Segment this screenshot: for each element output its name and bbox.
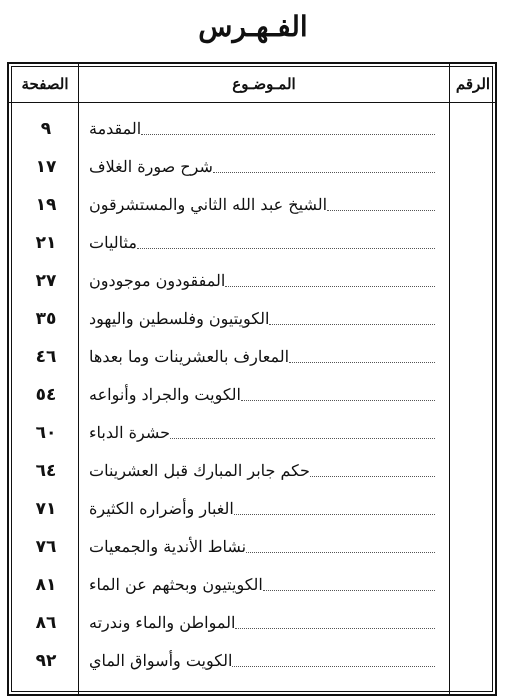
dot-leader [232,666,435,667]
topic-cell [89,306,441,332]
topic-text: المفقودون موجودون [89,271,226,290]
table-row [9,648,495,674]
dot-leader [137,248,435,249]
dot-leader [269,324,435,325]
table-row [9,496,495,522]
dot-leader [263,590,435,591]
table-row [9,306,495,332]
topic-text: الكويت وأسواق الماي [89,651,233,670]
table-row [9,458,495,484]
dot-leader [289,362,435,363]
page-number: ٩ [40,119,52,139]
topic-cell [89,268,441,294]
page-number: ٩٢ [35,651,57,671]
dot-leader [310,476,435,477]
topic-text: الكويتيون وفلسطين واليهود [89,309,270,328]
header-divider [9,102,495,103]
topic-text: المعارف بالعشرينات وما بعدها [89,347,290,366]
topic-text: الكويتيون وبحثهم عن الماء [89,575,263,594]
page-number: ٨٦ [35,613,57,633]
dot-leader [327,210,435,211]
page-number: ٧٦ [35,537,57,557]
topic-cell [89,648,441,674]
topic-text: نشاط الأندية والجمعيات [89,537,247,556]
page-title: الفـهـرس [198,10,308,43]
page-number: ٢٧ [35,271,57,291]
page-number: ١٩ [35,195,57,215]
header-page: الصفحة [21,75,69,93]
index-table [7,62,497,696]
topic-cell [89,610,441,636]
topic-cell [89,572,441,598]
page-number: ٢١ [35,233,57,253]
page-number: ٣٥ [35,309,57,329]
dot-leader [246,552,435,553]
page-number: ٤٦ [35,347,57,367]
topic-cell [89,192,441,218]
topic-cell [89,154,441,180]
topic-text: المقدمة [89,119,142,138]
dot-leader [235,628,435,629]
table-row [9,268,495,294]
table-row [9,154,495,180]
table-row [9,382,495,408]
dot-leader [213,172,435,173]
page-number: ٦٤ [35,461,57,481]
page-number: ٧١ [35,499,57,519]
dot-leader [234,514,435,515]
table-row [9,344,495,370]
topic-text: حكم جابر المبارك قبل العشرينات [89,461,310,480]
topic-text: الكويت والجراد وأنواعه [89,385,241,404]
topic-text: الشيخ عبد الله الثاني والمستشرقون [89,195,328,214]
topic-text: الغبار وأضراره الكثيرة [89,499,234,518]
dot-leader [225,286,435,287]
topic-text: شرح صورة الغلاف [89,157,213,176]
topic-cell [89,458,441,484]
topic-cell [89,534,441,560]
page-number: ٨١ [35,575,57,595]
table-row [9,192,495,218]
header-number: الرقم [455,75,491,93]
page-number: ٥٤ [35,385,57,405]
dot-leader [241,400,435,401]
table-row [9,116,495,142]
dot-leader [141,134,435,135]
dot-leader [170,438,435,439]
topic-text: حشرة الدباء [89,423,171,442]
table-row [9,572,495,598]
topic-text: مثاليات [89,233,137,252]
topic-cell [89,230,441,256]
topic-cell [89,382,441,408]
table-row [9,420,495,446]
table-row [9,610,495,636]
topic-text: المواطن والماء وندرته [89,613,236,632]
topic-cell [89,420,441,446]
topic-cell [89,116,441,142]
topic-cell [89,344,441,370]
table-row [9,230,495,256]
header-topic: المـوضـوع [232,75,296,93]
topic-cell [89,496,441,522]
page-number: ٦٠ [35,423,57,443]
page-number: ١٧ [35,157,57,177]
table-row [9,534,495,560]
